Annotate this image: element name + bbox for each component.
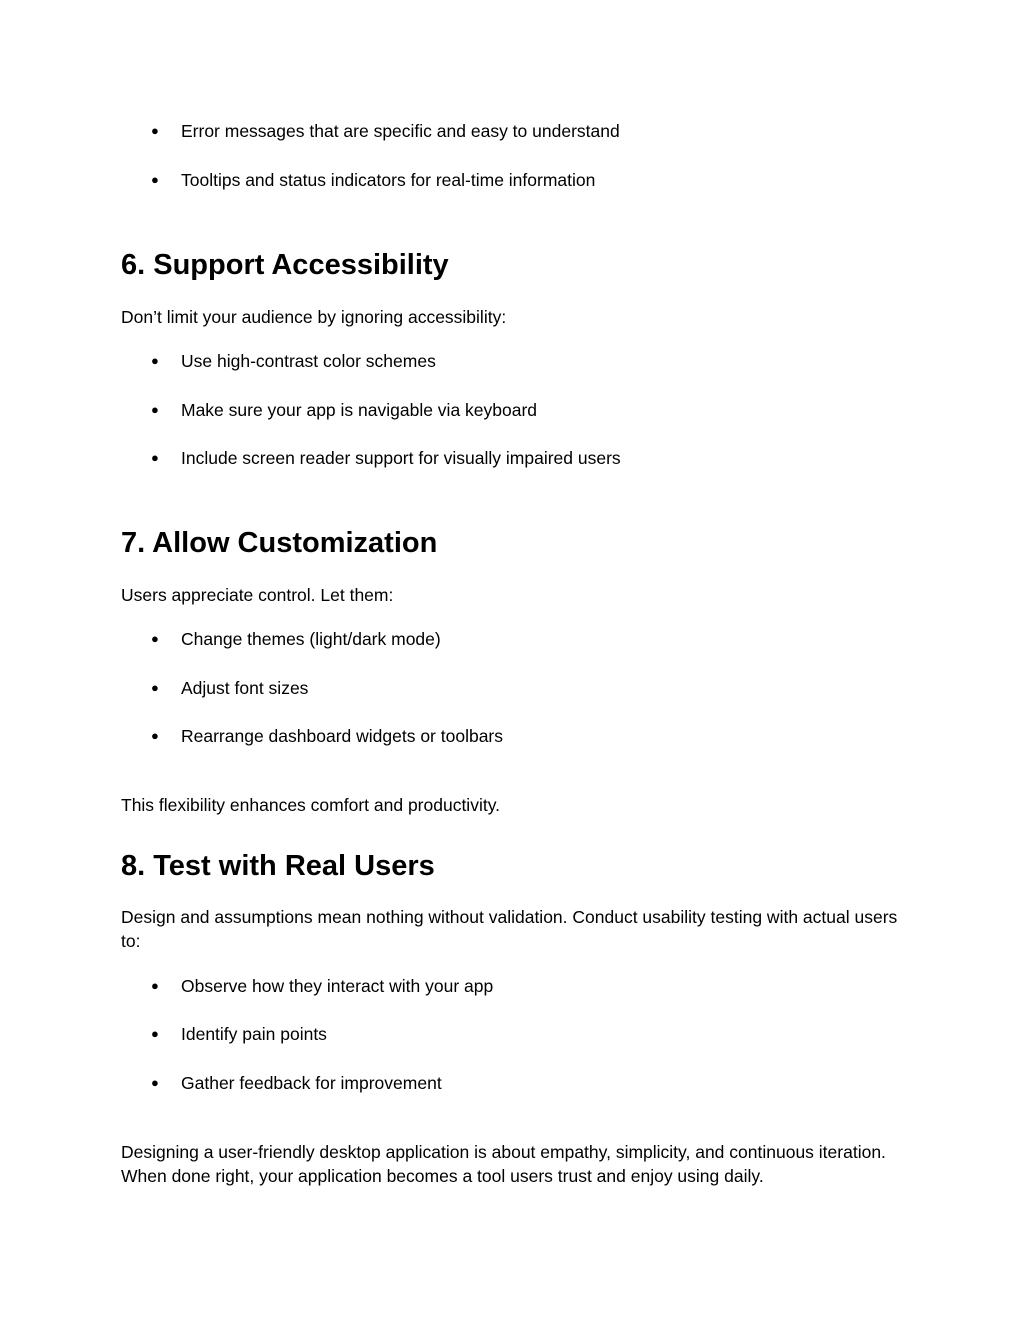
list-item-text: Rearrange dashboard widgets or toolbars [181, 726, 503, 746]
list-item-text: Identify pain points [181, 1024, 327, 1044]
section-heading-accessibility: 6. Support Accessibility [121, 249, 449, 281]
list-item-text: Gather feedback for improvement [181, 1073, 442, 1093]
list-item-text: Make sure your app is navigable via keyboard [181, 400, 538, 420]
section-intro: Don’t limit your audience by ignoring accessibility: [121, 307, 507, 327]
section-intro: Users appreciate control. Let them: [121, 585, 394, 605]
bullet-icon: ● [151, 1075, 159, 1090]
section-intro: Design and assumptions mean nothing without validation. Conduct usability testing with actual users to: [121, 907, 898, 951]
bullet-icon: ● [151, 450, 159, 465]
list-item-text: Error messages that are specific and easy to understand [181, 121, 620, 141]
section-heading-testing: 8. Test with Real Users [121, 850, 435, 882]
list-item-text: Tooltips and status indicators for real-time information [181, 170, 596, 190]
bullet-icon: ● [151, 631, 159, 646]
list-item-text: Change themes (light/dark mode) [181, 629, 441, 649]
bullet-icon: ● [151, 123, 159, 138]
section-outro: This flexibility enhances comfort and productivity. [121, 795, 501, 815]
bullet-icon: ● [151, 402, 159, 417]
conclusion-paragraph: Designing a user-friendly desktop application is about empathy, simplicity, and continuous iteration. When done right, your application becomes a tool users trust and enjoy using daily. [121, 1142, 886, 1186]
list-item-text: Adjust font sizes [181, 678, 309, 698]
bullet-icon: ● [151, 1026, 159, 1041]
bullet-icon: ● [151, 978, 159, 993]
list-item-text: Include screen reader support for visually impaired users [181, 448, 621, 468]
list-item-text: Use high-contrast color schemes [181, 351, 436, 371]
list-item-text: Observe how they interact with your app [181, 976, 494, 996]
bullet-icon: ● [151, 172, 159, 187]
bullet-icon: ● [151, 353, 159, 368]
section-heading-customization: 7. Allow Customization [121, 527, 438, 559]
bullet-icon: ● [151, 728, 159, 743]
bullet-icon: ● [151, 680, 159, 695]
